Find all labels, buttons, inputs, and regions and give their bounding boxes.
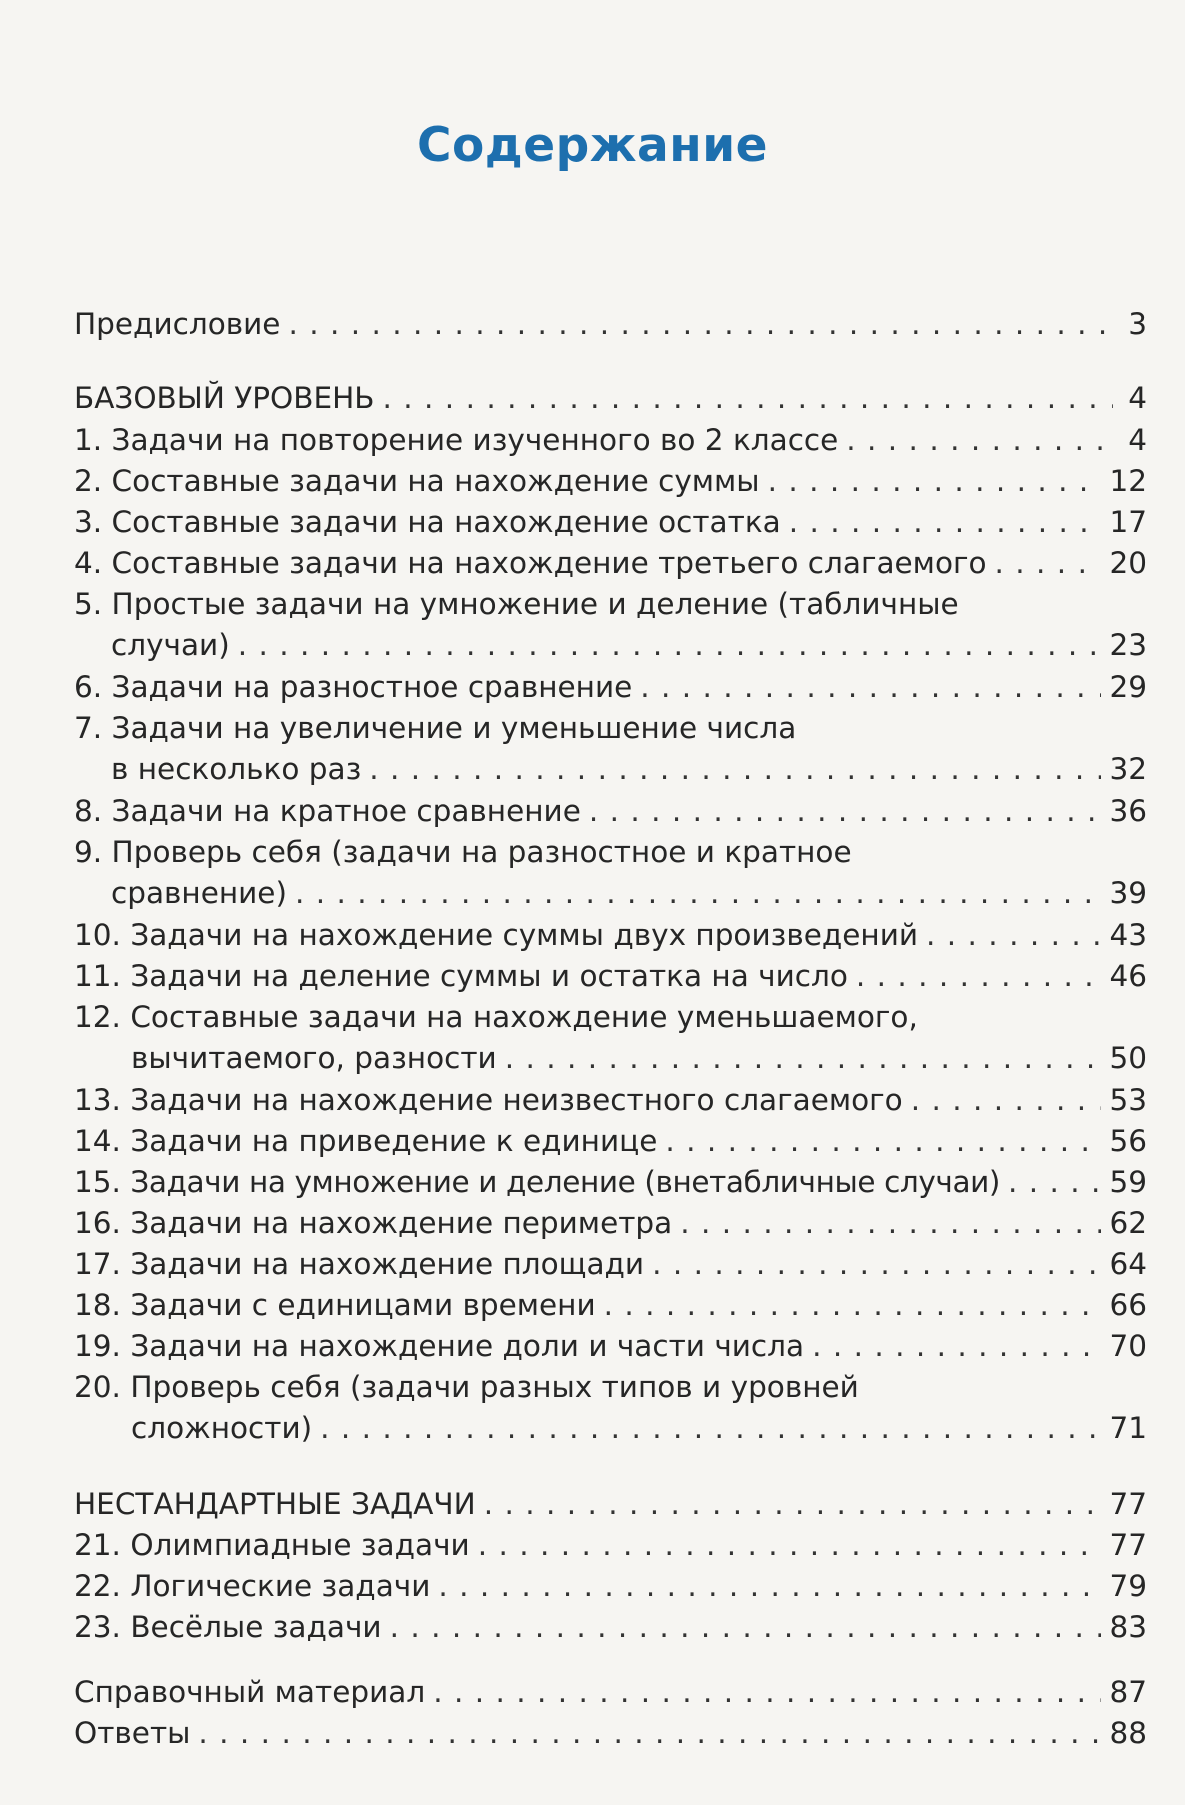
toc-entry-14[interactable]: [74, 1121, 1147, 1161]
toc-entry-22[interactable]: [74, 1566, 1147, 1606]
toc-entry-number: 10.: [74, 918, 121, 952]
toc-entry-number: 22.: [74, 1569, 121, 1603]
page-title: Содержание: [416, 118, 769, 173]
toc-entry-label: Задачи на нахождение площади: [130, 1247, 645, 1281]
toc-page-number: 43: [1109, 918, 1147, 952]
toc-entry-label: Ответы: [74, 1716, 191, 1750]
toc-entry-label: Задачи на нахождение суммы двух произведений: [130, 918, 919, 952]
toc-page-number: 77: [1109, 1528, 1147, 1562]
toc-page-number: 32: [1109, 752, 1147, 786]
toc-entry-number: 9.: [74, 835, 103, 869]
toc-entry-6[interactable]: [74, 667, 1147, 707]
toc-entry-label: Задачи на увеличение и уменьшение числа: [111, 711, 797, 745]
toc-page-number: 17: [1109, 505, 1147, 539]
toc-entry-number: 14.: [74, 1124, 121, 1158]
dot-leader: [320, 1408, 1101, 1448]
toc-section-basic-level[interactable]: [74, 378, 1147, 418]
toc-entry-label: Задачи на нахождение доли и части числа: [130, 1329, 805, 1363]
table-of-contents: [74, 0, 1147, 1805]
toc-page-number: 36: [1109, 794, 1147, 828]
toc-entry-label: Составные задачи на нахождение третьего слагаемого: [111, 546, 987, 580]
toc-entry-answers[interactable]: [74, 1713, 1147, 1753]
toc-entry-label-continued: сложности): [131, 1411, 313, 1445]
toc-entry-number: 8.: [74, 794, 103, 828]
toc-entry-label: Составные задачи на нахождение суммы: [111, 464, 760, 498]
toc-entry-label: Составные задачи на нахождение остатка: [111, 505, 781, 539]
dot-leader: [478, 1525, 1102, 1565]
dot-leader: [438, 1566, 1101, 1606]
toc-entry-label: Олимпиадные задачи: [130, 1528, 470, 1562]
toc-entry-5[interactable]: [74, 584, 1147, 666]
dot-leader: [652, 1244, 1101, 1284]
dot-leader: [288, 304, 1113, 344]
toc-entry-label: Задачи на кратное сравнение: [111, 794, 581, 828]
toc-page-number: 50: [1109, 1041, 1147, 1075]
dot-leader: [295, 873, 1101, 913]
toc-entry-label: Проверь себя (задачи разных типов и уровней: [130, 1370, 859, 1404]
toc-page-number: 83: [1109, 1610, 1147, 1644]
toc-page-number: 20: [1109, 546, 1147, 580]
toc-entry-label: Задачи на нахождение неизвестного слагаемого: [130, 1083, 903, 1117]
dot-leader: [369, 749, 1101, 789]
toc-entry-number: 4.: [74, 546, 103, 580]
toc-entry-18[interactable]: [74, 1285, 1147, 1325]
toc-entry-number: 12.: [74, 1000, 121, 1034]
toc-page-number: 77: [1109, 1487, 1147, 1521]
toc-entry-preface[interactable]: [74, 304, 1147, 344]
toc-page-number: 3: [1128, 307, 1147, 341]
toc-entry-label: Простые задачи на умножение и деление (табличные: [111, 587, 959, 621]
toc-page-number: 64: [1109, 1247, 1147, 1281]
toc-section-label: НЕСТАНДАРТНЫЕ ЗАДАЧИ: [74, 1487, 476, 1521]
toc-entry-11[interactable]: [74, 956, 1147, 996]
toc-entry-17[interactable]: [74, 1244, 1147, 1284]
toc-section-nonstandard[interactable]: [74, 1484, 1147, 1524]
toc-entry-number: 6.: [74, 670, 103, 704]
toc-entry-20[interactable]: [74, 1367, 1147, 1449]
toc-entry-23[interactable]: [74, 1607, 1147, 1647]
toc-entry-number: 19.: [74, 1329, 121, 1363]
dot-leader: [995, 543, 1102, 583]
dot-leader: [640, 667, 1101, 707]
toc-entry-label: Предисловие: [74, 307, 281, 341]
toc-page-number: 87: [1109, 1675, 1147, 1709]
toc-entry-12[interactable]: [74, 997, 1147, 1079]
toc-entry-label-continued: сравнение): [111, 876, 287, 910]
toc-page-number: 66: [1109, 1288, 1147, 1322]
toc-entry-3[interactable]: [74, 502, 1147, 542]
toc-entry-label: Справочный материал: [74, 1675, 426, 1709]
dot-leader: [789, 502, 1102, 542]
dot-leader: [856, 956, 1102, 996]
toc-page-number: 70: [1109, 1329, 1147, 1363]
dot-leader: [1008, 1162, 1101, 1202]
toc-entry-label: Проверь себя (задачи на разностное и кратное: [111, 835, 852, 869]
toc-entry-label: Логические задачи: [130, 1569, 431, 1603]
toc-page-number: 88: [1109, 1716, 1147, 1750]
dot-leader: [812, 1326, 1101, 1366]
toc-page-number: 59: [1109, 1165, 1147, 1199]
dot-leader: [505, 1038, 1102, 1078]
toc-entry-number: 15.: [74, 1165, 121, 1199]
toc-entry-15[interactable]: [74, 1162, 1147, 1202]
toc-entry-label: Задачи на повторение изученного во 2 классе: [111, 423, 839, 457]
dot-leader: [484, 1484, 1102, 1524]
dot-leader: [589, 791, 1102, 831]
toc-entry-number: 5.: [74, 587, 103, 621]
toc-entry-label: Составные задачи на нахождение уменьшаемого,: [130, 1000, 918, 1034]
toc-entry-label: Задачи на умножение и деление (внетабличные случаи): [130, 1165, 1001, 1199]
toc-entry-number: 2.: [74, 464, 103, 498]
dot-leader: [604, 1285, 1102, 1325]
toc-entry-2[interactable]: [74, 461, 1147, 501]
toc-page-number: 4: [1128, 381, 1147, 415]
toc-entry-10[interactable]: [74, 915, 1147, 955]
toc-entry-number: 13.: [74, 1083, 121, 1117]
toc-entry-1[interactable]: [74, 420, 1147, 460]
toc-entry-number: 21.: [74, 1528, 121, 1562]
dot-leader: [433, 1672, 1101, 1712]
toc-page-number: 62: [1109, 1206, 1147, 1240]
dot-leader: [680, 1203, 1101, 1243]
toc-page-number: 4: [1128, 423, 1147, 457]
toc-entry-number: 16.: [74, 1206, 121, 1240]
toc-entry-number: 1.: [74, 423, 103, 457]
toc-entry-number: 7.: [74, 711, 103, 745]
toc-page-number: 39: [1109, 876, 1147, 910]
toc-entry-number: 17.: [74, 1247, 121, 1281]
toc-page-number: 53: [1109, 1083, 1147, 1117]
toc-entry-label: Задачи на разностное сравнение: [111, 670, 633, 704]
toc-entry-label: Задачи на нахождение периметра: [130, 1206, 673, 1240]
toc-entry-label-continued: случаи): [111, 628, 230, 662]
toc-entry-label-continued: в несколько раз: [111, 752, 362, 786]
dot-leader: [768, 461, 1102, 501]
toc-entry-label: Задачи с единицами времени: [130, 1288, 596, 1322]
toc-page-number: 23: [1109, 628, 1147, 662]
toc-page-number: 12: [1109, 464, 1147, 498]
toc-entry-number: 18.: [74, 1288, 121, 1322]
toc-entry-8[interactable]: [74, 791, 1147, 831]
dot-leader: [383, 378, 1113, 418]
toc-entry-21[interactable]: [74, 1525, 1147, 1565]
toc-entry-number: 23.: [74, 1610, 121, 1644]
dot-leader: [911, 1080, 1102, 1120]
toc-page-number: 56: [1109, 1124, 1147, 1158]
dot-leader: [198, 1713, 1101, 1753]
toc-section-label: БАЗОВЫЙ УРОВЕНЬ: [74, 381, 375, 415]
dot-leader: [665, 1121, 1101, 1161]
toc-entry-19[interactable]: [74, 1326, 1147, 1366]
dot-leader: [238, 625, 1102, 665]
toc-entry-label: Задачи на деление суммы и остатка на число: [130, 959, 848, 993]
dot-leader: [926, 915, 1101, 955]
toc-entry-4[interactable]: [74, 543, 1147, 583]
toc-page-number: 29: [1109, 670, 1147, 704]
toc-entry-number: 3.: [74, 505, 103, 539]
toc-entry-number: 20.: [74, 1370, 121, 1404]
toc-entry-label: Весёлые задачи: [130, 1610, 382, 1644]
toc-entry-13[interactable]: [74, 1080, 1147, 1120]
toc-entry-label: Задачи на приведение к единице: [130, 1124, 658, 1158]
toc-entry-number: 11.: [74, 959, 121, 993]
toc-page-number: 79: [1109, 1569, 1147, 1603]
toc-page-number: 46: [1109, 959, 1147, 993]
toc-entry-9[interactable]: [74, 832, 1147, 914]
toc-entry-label-continued: вычитаемого, разности: [131, 1041, 497, 1075]
dot-leader: [846, 420, 1113, 460]
dot-leader: [390, 1607, 1102, 1647]
toc-entry-16[interactable]: [74, 1203, 1147, 1243]
toc-entry-reference[interactable]: [74, 1672, 1147, 1712]
toc-entry-7[interactable]: [74, 708, 1147, 790]
toc-page-number: 71: [1109, 1411, 1147, 1445]
